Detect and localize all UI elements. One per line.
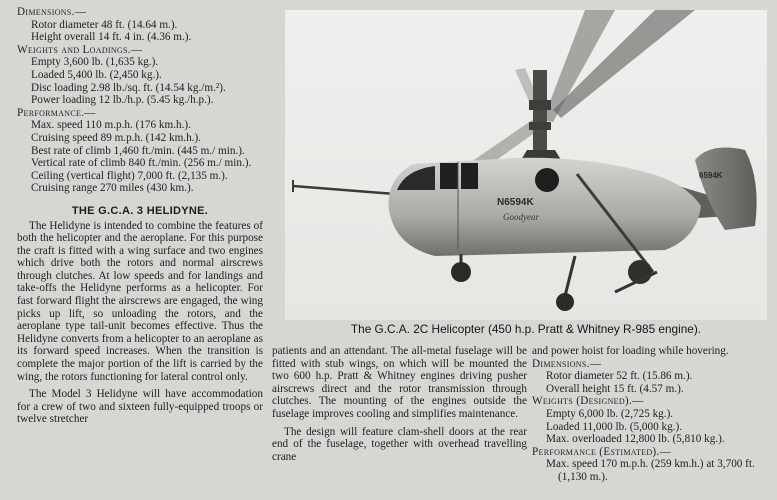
spec-line: Rotor diameter 48 ft. (14.64 m.). [31,18,178,31]
registration-marking: N6594K [497,197,534,208]
dimensions-heading: Dimensions.— [532,357,602,370]
spec-line: Rotor diameter 52 ft. (15.86 m.). [546,370,693,383]
section-title: THE G.C.A. 3 HELIDYNE. [71,204,209,217]
spec-line: Ceiling (vertical flight) 7,000 ft. (2,135 m.). [31,169,228,182]
body-paragraph: The Model 3 Helidyne will have accommodation for a crew of two and sixteen fully-equipped troops or twelve stretcher [17,388,263,426]
spec-line: Max. overloaded 12,800 lb. (5,810 kg.). [546,433,725,446]
script-marking: Goodyear [503,212,539,222]
spec-line: Loaded 11,000 lb. (5,000 kg.). [546,420,682,433]
spec-line: Vertical rate of climb 840 ft./min. (256 m./ min.). [31,157,252,170]
right-column [532,345,770,484]
spec-line: Cruising range 270 miles (430 km.). [31,182,194,195]
weights-heading: Weights (Designed).— [532,395,644,408]
body-paragraph: and power hoist for loading while hovering. [532,345,729,357]
body-paragraph: The Helidyne is intended to combine the features of both the helicopter and the aeroplane. For this purpose the craft is fitted with a wing surface and two engines which drive both the rotors and normal airscrews through clutches. At low speeds and for landings and take-offs the Helidyne performs as a helicopter. For fast forward flight the airscrews are engaged, the wing picks up lift, so unloading the rotors, and the aeroplane type tail-unit becomes effective. Thus the Helidyne converts from a helicopter to an aeroplane as its forward speed increases. When the transition is complete the major portion of the lift is carried by the wing, the rotors functioning for lateral control only. [17,219,263,383]
spec-line: Disc loading 2.98 lb./sq. ft. (14.54 kg./m.²). [31,81,226,94]
spec-line: Cruising speed 89 m.p.h. (142 km.h.). [31,131,201,144]
body-paragraph: The design will feature clam-shell doors at the rear end of the fuselage, together with overhead travelling crane [272,425,527,463]
left-column [17,6,263,426]
weights-heading: Weights and Loadings.— [17,43,143,56]
photo-caption: The G.C.A. 2C Helicopter (450 h.p. Pratt & Whitney R-985 engine). [350,322,702,336]
spec-line: Power loading 12 lb./h.p. (5.45 kg./h.p.). [31,94,214,107]
spec-line: Loaded 5,400 lb. (2,450 kg.). [31,68,162,81]
spec-line: Best rate of climb 1,460 ft./min. (445 m./ min.). [31,144,245,157]
spec-line: Max. speed 170 m.p.h. (259 km.h.) at 3,700 ft. (1,130 m.). [546,458,755,483]
tail-marking: 6594K [699,171,723,180]
performance-heading: Performance (Estimated).— [532,445,672,458]
middle-column [272,345,527,463]
dimensions-heading: Dimensions.— [17,6,87,18]
body-paragraph: patients and an attendant. The all-metal fuselage will be fitted with stub wings, on which will be mounted the two 600 h.p. Pratt & Whitney engines driving pusher airscrews direct and the rotor transmission through clutches. The mounting of the engines outside the fuselage improves cooling and simplifies maintenance. [272,345,527,420]
performance-heading: Performance.— [17,106,96,119]
spec-line: Empty 6,000 lb. (2,725 kg.). [546,407,674,420]
helicopter-photo [285,10,767,320]
spec-line: Empty 3,600 lb. (1,635 kg.). [31,56,159,69]
spec-line: Max. speed 110 m.p.h. (176 km.h.). [31,119,191,132]
spec-line: Height overall 14 ft. 4 in. (4.36 m.). [31,31,192,44]
spec-line: Overall height 15 ft. (4.57 m.). [546,382,684,395]
